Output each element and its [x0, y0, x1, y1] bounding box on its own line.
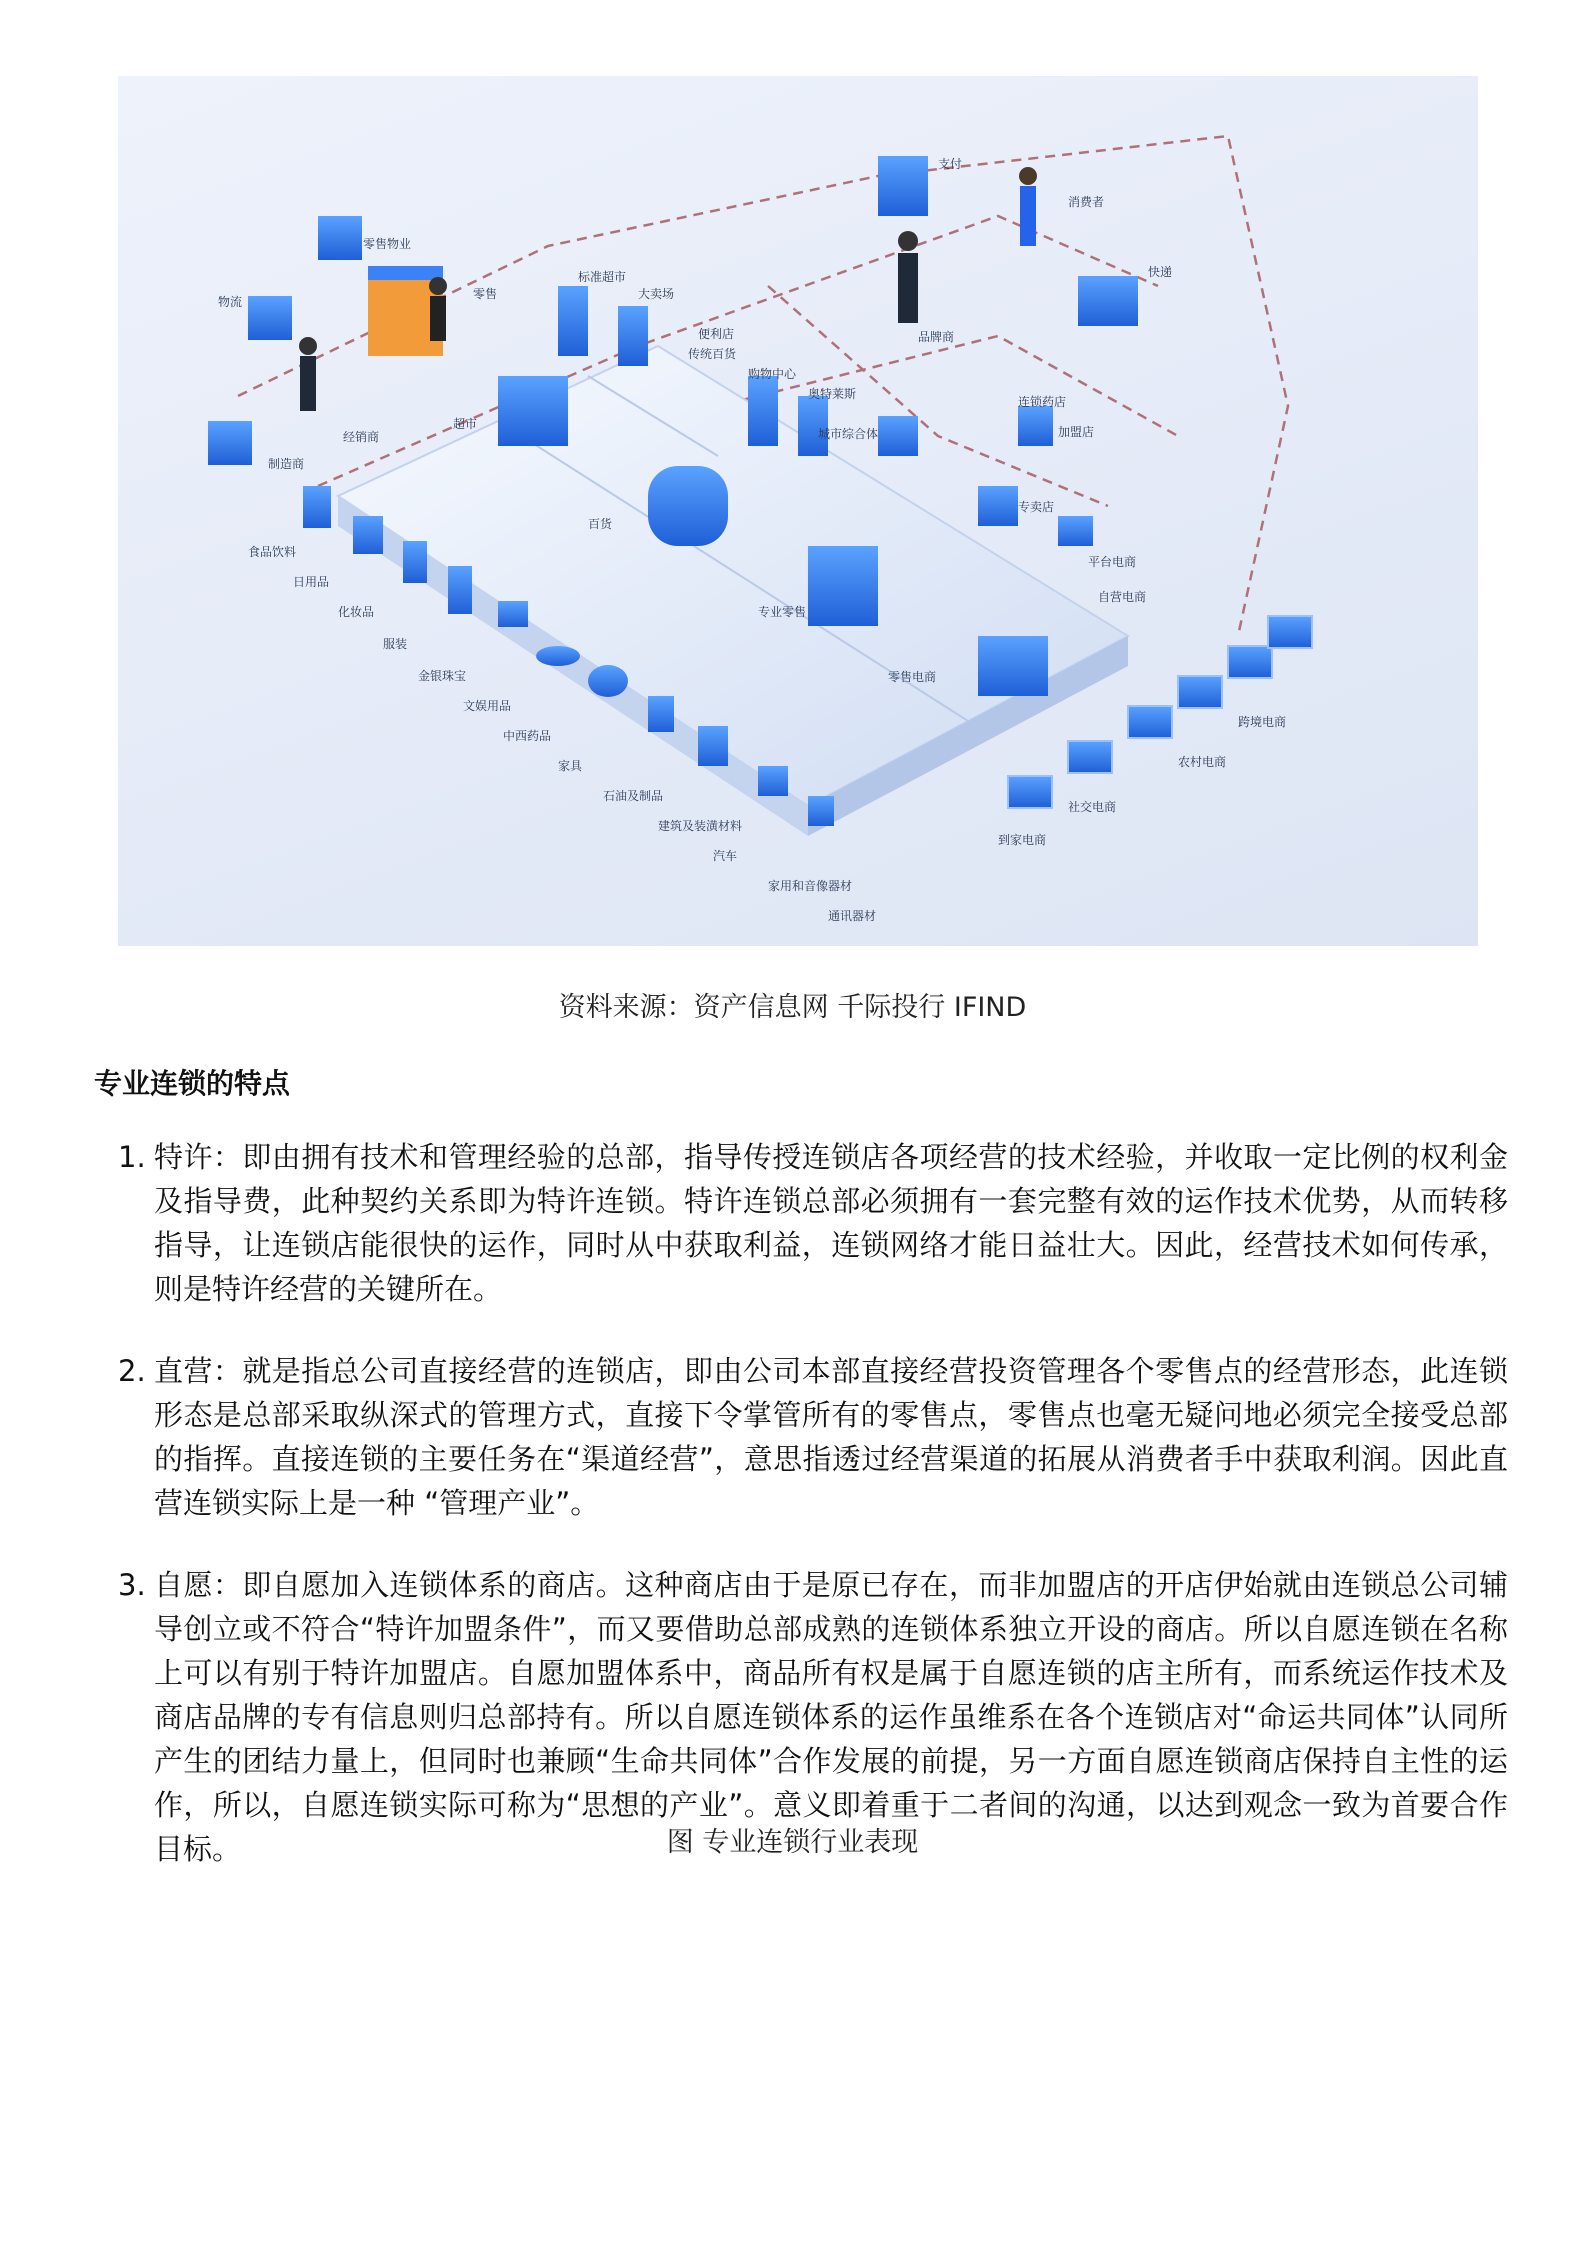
svg-text:连锁药店: 连锁药店: [1018, 395, 1067, 409]
figure-caption: 图 专业连锁行业表现: [666, 1827, 919, 1858]
svg-text:到家电商: 到家电商: [998, 833, 1047, 847]
svg-text:超市: 超市: [453, 417, 478, 431]
svg-text:自营电商: 自营电商: [1098, 590, 1147, 604]
list-item: [118, 1349, 1508, 1525]
svg-text:制造商: 制造商: [268, 457, 305, 471]
svg-text:平台电商: 平台电商: [1088, 555, 1137, 569]
svg-text:物流: 物流: [218, 295, 243, 309]
svg-text:金银珠宝: 金银珠宝: [418, 669, 467, 683]
svg-text:家具: 家具: [558, 759, 583, 773]
list-text: 特许：即由拥有技术和管理经验的总部，指导传授连锁店各项经营的技术经验，并收取一定比例的权利金及指导费，此种契约关系即为特许连锁。特许连锁总部必须拥有一套完整有效的运作技术优势，从而转移指导，让连锁店能很快的运作，同时从中获取利益，连锁网络才能日益壮大。因此，经营技术如何传承，则是特许经营的关键所在。: [154, 1140, 1508, 1306]
svg-text:文娱用品: 文娱用品: [463, 699, 512, 713]
svg-text:支付: 支付: [938, 157, 963, 171]
svg-text:零售物业: 零售物业: [363, 237, 412, 251]
svg-text:跨境电商: 跨境电商: [1238, 715, 1287, 729]
section-title: 专业连锁的特点: [94, 1067, 291, 1100]
svg-text:零售电商: 零售电商: [888, 670, 937, 684]
list-item: [118, 1135, 1508, 1311]
svg-text:百货: 百货: [588, 517, 613, 531]
svg-text:标准超市: 标准超市: [578, 270, 627, 284]
svg-text:家用和音像器材: 家用和音像器材: [768, 879, 853, 893]
svg-text:快递: 快递: [1148, 265, 1173, 279]
svg-text:日用品: 日用品: [293, 575, 330, 589]
svg-text:零售: 零售: [473, 287, 498, 301]
svg-text:社交电商: 社交电商: [1068, 800, 1117, 814]
svg-text:便利店: 便利店: [698, 327, 735, 341]
svg-text:通讯器材: 通讯器材: [828, 909, 877, 923]
feature-list: [118, 1135, 1508, 1909]
svg-text:食品饮料: 食品饮料: [248, 545, 297, 559]
svg-text:专业零售: 专业零售: [758, 605, 807, 619]
warehouse-people: [208, 216, 447, 465]
top-right-nodes: [878, 156, 1138, 326]
svg-text:农村电商: 农村电商: [1178, 755, 1227, 769]
svg-text:化妆品: 化妆品: [338, 605, 375, 619]
svg-text:服装: 服装: [383, 637, 408, 651]
list-number: 2.: [118, 1354, 146, 1388]
svg-text:传统百货: 传统百货: [688, 347, 737, 361]
svg-text:消费者: 消费者: [1068, 195, 1105, 209]
svg-text:建筑及装潢材料: 建筑及装潢材料: [658, 819, 743, 833]
svg-text:购物中心: 购物中心: [748, 367, 797, 381]
svg-text:大卖场: 大卖场: [638, 287, 675, 301]
source-caption: 资料来源：资产信息网 千际投行 IFIND: [558, 992, 1027, 1023]
svg-text:石油及制品: 石油及制品: [603, 789, 664, 803]
svg-text:城市综合体: 城市综合体: [818, 427, 879, 441]
svg-text:奥特莱斯: 奥特莱斯: [808, 387, 857, 401]
list-number: 1.: [118, 1140, 146, 1174]
svg-text:品牌商: 品牌商: [918, 330, 955, 344]
list-number: 3.: [118, 1568, 146, 1602]
list-text: 直营：就是指总公司直接经营的连锁店，即由公司本部直接经营投资管理各个零售点的经营形态，此连锁形态是总部采取纵深式的管理方式，直接下令掌管所有的零售点，零售点也毫无疑问地必须完全接受总部的指挥。直接连锁的主要任务在“渠道经营”，意思指透过经营渠道的拓展从消费者手中获取利润。因此直营连锁实际上是一种 “管理产业”。: [154, 1354, 1508, 1520]
ecosystem-illustration: [118, 76, 1478, 946]
svg-text:汽车: 汽车: [713, 849, 738, 863]
svg-text:经销商: 经销商: [343, 430, 380, 444]
industry-ecosystem-figure: [118, 76, 1478, 946]
svg-text:专卖店: 专卖店: [1018, 500, 1055, 514]
list-text: 自愿：即自愿加入连锁体系的商店。这种商店由于是原已存在，而非加盟店的开店伊始就由连锁总公司辅导创立或不符合“特许加盟条件”，而又要借助总部成熟的连锁体系独立开设的商店。所以自愿连锁在名称上可以有别于特许加盟店。自愿加盟体系中，商品所有权是属于自愿连锁的店主所有，而系统运作技术及商店品牌的专有信息则归总部持有。所以自愿连锁体系的运作虽维系在各个连锁店对“命运共同体”认同所产生的团结力量上，但同时也兼顾“生命共同体”合作发展的前提，另一方面自愿连锁商店保持自主性的运作，所以，自愿连锁实际可称为“思想的产业”。意义即着重于二者间的沟通，以达到观念一致为首要合作目标。: [154, 1568, 1508, 1866]
svg-text:加盟店: 加盟店: [1058, 425, 1095, 439]
svg-text:中西药品: 中西药品: [503, 729, 552, 743]
